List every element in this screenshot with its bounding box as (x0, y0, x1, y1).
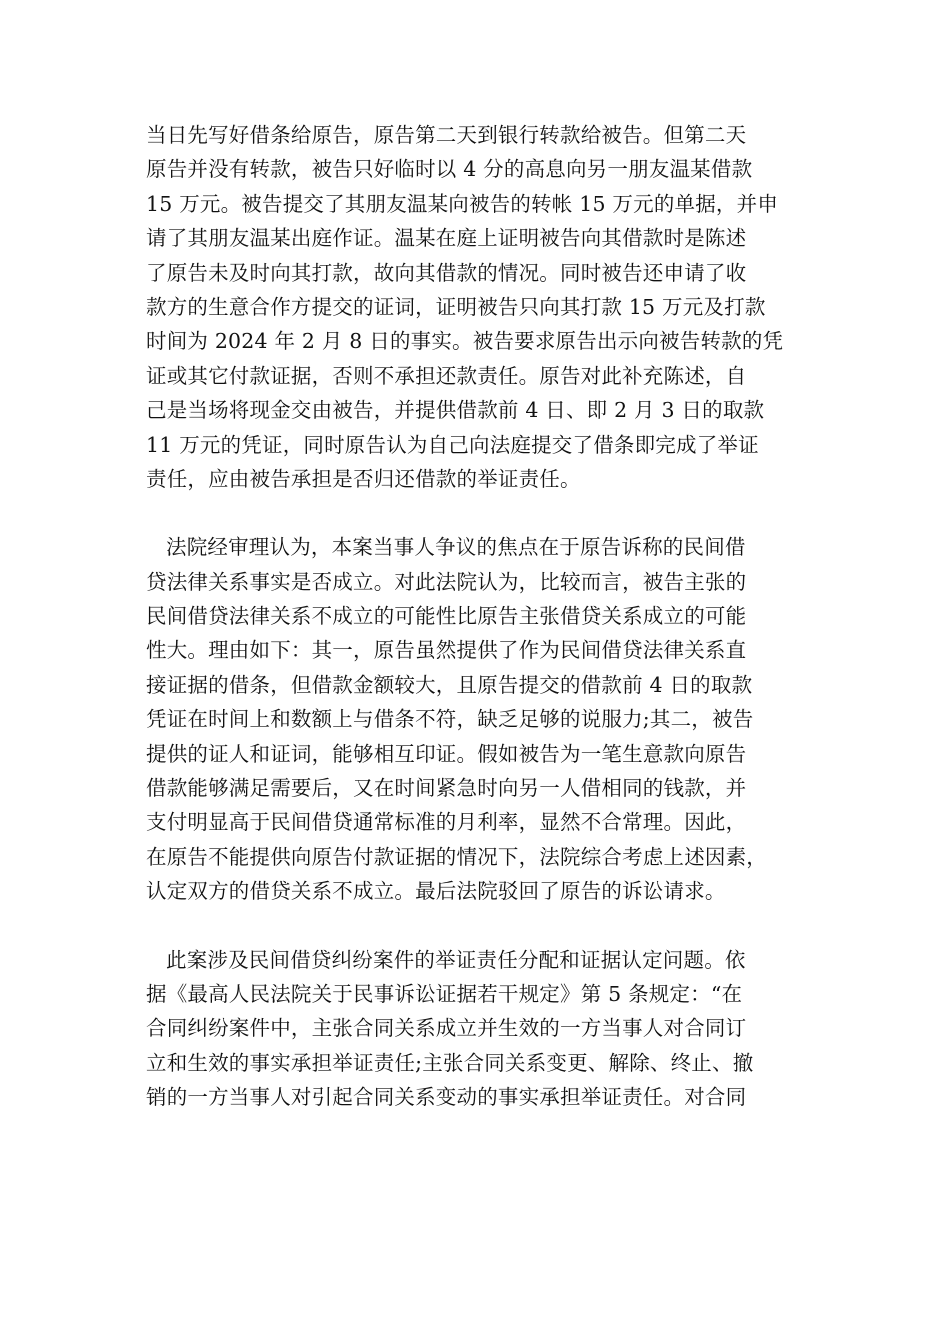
paragraph-spacer (146, 909, 822, 943)
text-line: 11 万元的凭证，同时原告认为自己向法庭提交了借条即完成了举证 (146, 432, 759, 457)
text-line: 责任，应由被告承担是否归还借款的举证责任。 (146, 466, 581, 491)
text-line: 民间借贷法律关系不成立的可能性比原告主张借贷关系成立的可能 (146, 604, 747, 629)
paragraph-3 (146, 943, 822, 1115)
text-line: 凭证在时间上和数额上与借条不符，缺乏足够的说服力;其二，被告 (146, 707, 754, 732)
text-line: 支付明显高于民间借贷通常标准的月利率，显然不合常理。因此， (146, 810, 747, 835)
text-line: 认定双方的借贷关系不成立。最后法院驳回了原告的诉讼请求。 (146, 879, 726, 904)
paragraph-spacer (146, 496, 822, 530)
text-line: 证或其它付款证据，否则不承担还款责任。原告对此补充陈述，自 (146, 363, 747, 388)
text-line: 销的一方当事人对引起合同关系变动的事实承担举证责任。对合同 (146, 1085, 747, 1110)
text-line: 15 万元。被告提交了其朋友温某向被告的转帐 15 万元的单据，并申 (146, 191, 779, 216)
text-line: 此案涉及民间借贷纠纷案件的举证责任分配和证据认定问题。依 (166, 947, 746, 972)
text-line: 立和生效的事实承担举证责任;主张合同关系变更、解除、终止、撤 (146, 1050, 754, 1075)
text-line: 原告并没有转款，被告只好临时以 4 分的高息向另一朋友温某借款 (146, 157, 753, 182)
text-line: 了原告未及时向其打款，故向其借款的情况。同时被告还申请了收 (146, 260, 747, 285)
text-line: 在原告不能提供向原告付款证据的情况下，法院综合考虑上述因素， (146, 844, 767, 869)
text-line: 请了其朋友温某出庭作证。温某在庭上证明被告向其借款时是陈述 (146, 226, 747, 251)
text-line: 法院经审理认为，本案当事人争议的焦点在于原告诉称的民间借 (166, 535, 746, 560)
text-line: 接证据的借条，但借款金额较大，且原告提交的借款前 4 日的取款 (146, 672, 753, 697)
document-body (146, 118, 822, 1115)
paragraph-2 (146, 530, 822, 908)
text-line: 据《最高人民法院关于民事诉讼证据若干规定》第 5 条规定：“在 (146, 981, 743, 1006)
text-line: 己是当场将现金交由被告，并提供借款前 4 日、即 2 月 3 日的取款 (146, 398, 765, 423)
text-line: 合同纠纷案件中，主张合同关系成立并生效的一方当事人对合同订 (146, 1016, 747, 1041)
text-line: 时间为 2024 年 2 月 8 日的事实。被告要求原告出示向被告转款的凭 (146, 329, 784, 354)
text-line: 借款能够满足需要后，又在时间紧急时向另一人借相同的钱款，并 (146, 776, 747, 801)
paragraph-1 (146, 118, 822, 496)
text-line: 提供的证人和证词，能够相互印证。假如被告为一笔生意款向原告 (146, 741, 747, 766)
text-line: 款方的生意合作方提交的证词，证明被告只向其打款 15 万元及打款 (146, 294, 766, 319)
text-line: 贷法律关系事实是否成立。对此法院认为，比较而言，被告主张的 (146, 569, 747, 594)
text-line: 性大。理由如下：其一，原告虽然提供了作为民间借贷法律关系直 (146, 638, 747, 663)
text-line: 当日先写好借条给原告，原告第二天到银行转款给被告。但第二天 (146, 123, 747, 147)
